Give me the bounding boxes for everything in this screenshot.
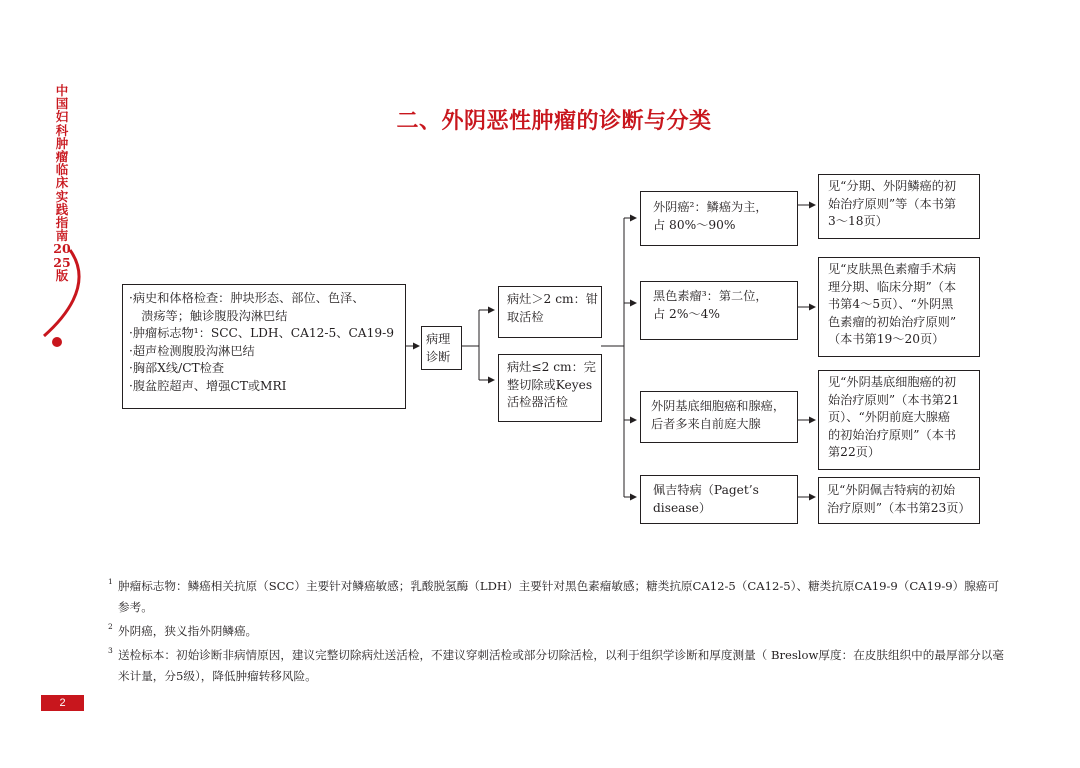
footnotes xyxy=(108,576,1008,690)
workup-box xyxy=(122,284,406,409)
workup-item: ·病史和体格检查：肿块形态、部位、色泽、 xyxy=(129,291,365,305)
reference-melanoma-text: 色素瘤的初始治疗原则” xyxy=(828,314,957,329)
workup-item: ·腹盆腔超声、增强CT或MRI xyxy=(129,378,287,393)
reference-basal-text: 页）、“外阴前庭大腺癌 xyxy=(828,410,951,424)
type-basal-text: 外阴基底细胞癌和腺癌， xyxy=(651,399,786,413)
reference-melanoma-text: 见“皮肤黑色素瘤手术病 xyxy=(828,262,957,276)
reference-melanoma-text: 书第4～5页）、“外阴黑 xyxy=(828,297,954,311)
pathology-label: 诊断 xyxy=(426,349,451,364)
reference-basal-box xyxy=(818,370,980,470)
book-title-vertical: 中国妇科肿瘤临床实践指南2025版 xyxy=(53,83,71,283)
reference-squamous-box xyxy=(818,174,980,239)
biopsy-small-text: 活检器活检 xyxy=(507,395,568,409)
type-paget-text: disease） xyxy=(653,500,712,515)
biopsy-small-text: 病灶≤2 cm：完 xyxy=(507,360,596,374)
reference-melanoma-box xyxy=(818,257,980,357)
footnote xyxy=(108,645,1008,687)
workup-item: ·肿瘤标志物¹：SCC、LDH、CA12-5、CA19-9 xyxy=(129,326,394,340)
workup-item: 溃疡等；触诊腹股沟淋巴结 xyxy=(129,308,288,323)
pathology-diagnosis-box xyxy=(421,326,462,370)
reference-basal-text: 第22页） xyxy=(828,445,881,459)
reference-paget-text: 治疗原则”（本书第23页） xyxy=(827,500,971,515)
biopsy-small-text: 整切除或Keyes xyxy=(507,377,593,392)
footnote-text: 送检标本：初始诊断非病情原因，建议完整切除病灶送活检，不建议穿刺活检或部分切除活检，以利于组织学诊断和厚度测量（ Breslow厚度：在皮肤组织中的最厚部分以毫米计量，分5级），降低肿瘤转移风险。 xyxy=(118,648,1004,683)
footnote-mark: 1 xyxy=(108,577,113,586)
footnote-text: 肿瘤标志物：鳞癌相关抗原（SCC）主要针对鳞癌敏感；乳酸脱氢酶（LDH）主要针对黑色素瘤敏感；糖类抗原CA12-5（CA12-5）、糖类抗原CA19-9（CA19-9）腺癌可参考。 xyxy=(118,579,999,614)
page-number: 2 xyxy=(41,695,84,711)
reference-squamous-text: 3～18页） xyxy=(828,214,888,228)
reference-squamous-text: 见“分期、外阴鳞癌的初 xyxy=(828,179,957,193)
biopsy-small-lesion-box xyxy=(498,354,602,422)
type-melanoma-box xyxy=(640,281,798,340)
footnote-mark: 3 xyxy=(108,646,113,655)
workup-item: ·超声检测腹股沟淋巴结 xyxy=(129,343,255,358)
reference-basal-text: 的初始治疗原则”（本书 xyxy=(828,427,957,442)
type-paget-box xyxy=(640,475,798,524)
type-paget-text: 佩吉特病（Paget’s xyxy=(653,483,759,497)
page-title: 二、外阴恶性肿瘤的诊断与分类 xyxy=(396,109,712,134)
reference-squamous-text: 始治疗原则”等（本书第 xyxy=(828,196,957,211)
type-basal-box xyxy=(640,391,798,443)
footnote xyxy=(108,576,1008,618)
reference-basal-text: 始治疗原则”（本书第21 xyxy=(828,392,960,407)
type-squamous-text: 外阴癌²：鳞癌为主， xyxy=(653,200,768,214)
reference-paget-text: 见“外阴佩吉特病的初始 xyxy=(827,483,956,497)
biopsy-large-lesion-box xyxy=(498,286,602,338)
reference-basal-text: 见“外阴基底细胞癌的初 xyxy=(828,375,957,389)
footnote xyxy=(108,621,1008,642)
type-melanoma-text: 占 2%～4% xyxy=(653,306,720,321)
footnote-mark: 2 xyxy=(108,622,113,631)
type-squamous-text: 占 80%～90% xyxy=(653,217,736,232)
workup-item: ·胸部X线/CT检查 xyxy=(129,361,225,375)
biopsy-large-text: 病灶＞2 cm：钳 xyxy=(507,292,598,306)
pathology-label: 病理 xyxy=(426,332,451,346)
reference-paget-box xyxy=(818,477,980,524)
reference-melanoma-text: 理分期、临床分期”（本 xyxy=(828,279,957,294)
reference-melanoma-text: （本书第19～20页） xyxy=(828,332,945,346)
biopsy-large-text: 取活检 xyxy=(507,309,544,324)
footnote-text: 外阴癌，狭义指外阴鳞癌。 xyxy=(118,624,258,638)
type-melanoma-text: 黑色素瘤³：第二位， xyxy=(653,289,768,303)
type-squamous-box xyxy=(640,191,798,246)
type-basal-text: 后者多来自前庭大腺 xyxy=(651,416,761,431)
